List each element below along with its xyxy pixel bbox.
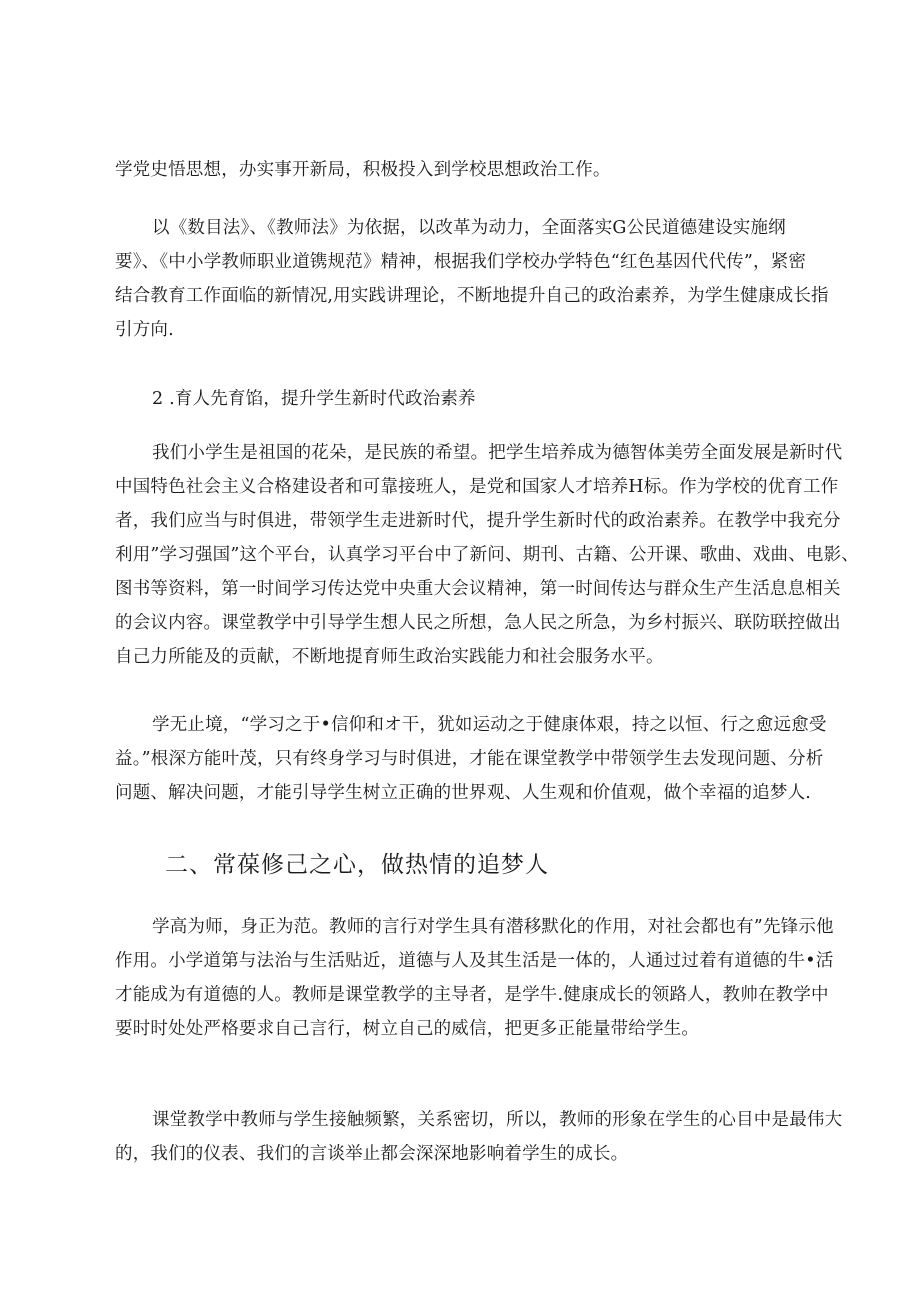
text-line: 作用。小学道第与法治与生活贴近，道德与人及其生活是一体的，人通过过着有道德的牛•活 (115, 951, 834, 971)
text-line: 要时时处处严格要求自己言行，树立自己的威信，把更多正能量带给学生。 (115, 1019, 700, 1039)
text-line: 才能成为有道德的人。教师是课堂教学的主导者，是学牛.健康成长的领路人，教帅在教学中 (115, 985, 829, 1005)
text-line: 的，我们的仪表、我们的言谈举止都会深深地影响着学生的成长。 (115, 1144, 629, 1164)
text-line: 的会议内容。课堂教学中引导学生想人民之所想，急人民之所急，为乡村振兴、联防联控做出 (115, 613, 841, 633)
paragraph-legal-basis (115, 211, 829, 347)
section-heading-text: 二、常葆修己之心，做热情的追梦人 (165, 852, 549, 878)
text-line: 结合教育工作面临的新情况,用实践讲理论，不断地提升自己的政治素养，为学生健康成长指 (115, 286, 829, 306)
paragraph-learning (115, 708, 827, 810)
text-line: 者，我们应当与时俱进，带领学生走进新时代，提升学生新时代的政治素养。在教学中我充分 (115, 511, 841, 531)
paragraph-teacher-example (115, 910, 834, 1046)
text-line: 要》、《中小学教师职业道镌规范》精神，根据我们学校办学特色“红色基因代代传”，紧密 (115, 252, 807, 272)
text-line: 问题、解决问题，才能引导学生树立正确的世界观、人生观和价值观，做个幸福的追梦人. (115, 783, 812, 803)
text-line: 我们小学生是祖国的花朵，是民族的希望。把学生培养成为德智体美劳全面发展是新时代 (152, 443, 843, 463)
text-line: 以《数目法》、《教师法》为依据，以改革为动力，全面落实G公民道德建设实施纲 (152, 218, 786, 238)
paragraph-teacher-image (115, 1103, 843, 1171)
paragraph-continuation (115, 153, 815, 187)
text-line: 学高为师，身正为范。教师的言行对学生具有潜移默化的作用，对社会都也有”先锋示他 (152, 917, 834, 937)
text-line: 学党史悟思想，办实事开新局，积极投入到学校思想政治工作。 (115, 160, 611, 180)
section-heading-2 (115, 845, 815, 885)
text-line: 图书等资料，第一时间学习传达党中央重大会议精神，第一时间传达与群众生产生活息息相关 (115, 579, 841, 599)
text-line: 中国特色社会主义合格建设者和可靠接班人，是党和国家人才培养H标。作为学校的优育工作 (115, 477, 839, 497)
paragraph-students (115, 436, 859, 674)
text-line: 自己力所能及的贡献，不断地提育师生政治实践能力和社会服务水平。 (115, 647, 664, 667)
subheading-text: 2 .育人先育馅，提升学生新时代政治素养 (152, 389, 476, 409)
text-line: 引方向. (115, 320, 174, 340)
text-line: 学无止境，“学习之于•信仰和オ干，犹如运动之于健康体艰，持之以恒、行之愈远愈受 (152, 715, 827, 735)
text-line: 益。”根深方能叶茂，只有终身学习与时俱进，才能在课堂教学中带领学生去发现问题、分析 (115, 749, 824, 769)
subheading-2 (115, 382, 815, 416)
text-line: 课堂教学中教师与学生接触频繁，关系密切，所以，教师的形象在学生的心目中是最伟大 (152, 1110, 843, 1130)
text-line: 利用”学习强国”这个平台，认真学习平台中了新问、期刊、古籍、公开课、歌曲、戏曲、电影、 (115, 545, 859, 565)
